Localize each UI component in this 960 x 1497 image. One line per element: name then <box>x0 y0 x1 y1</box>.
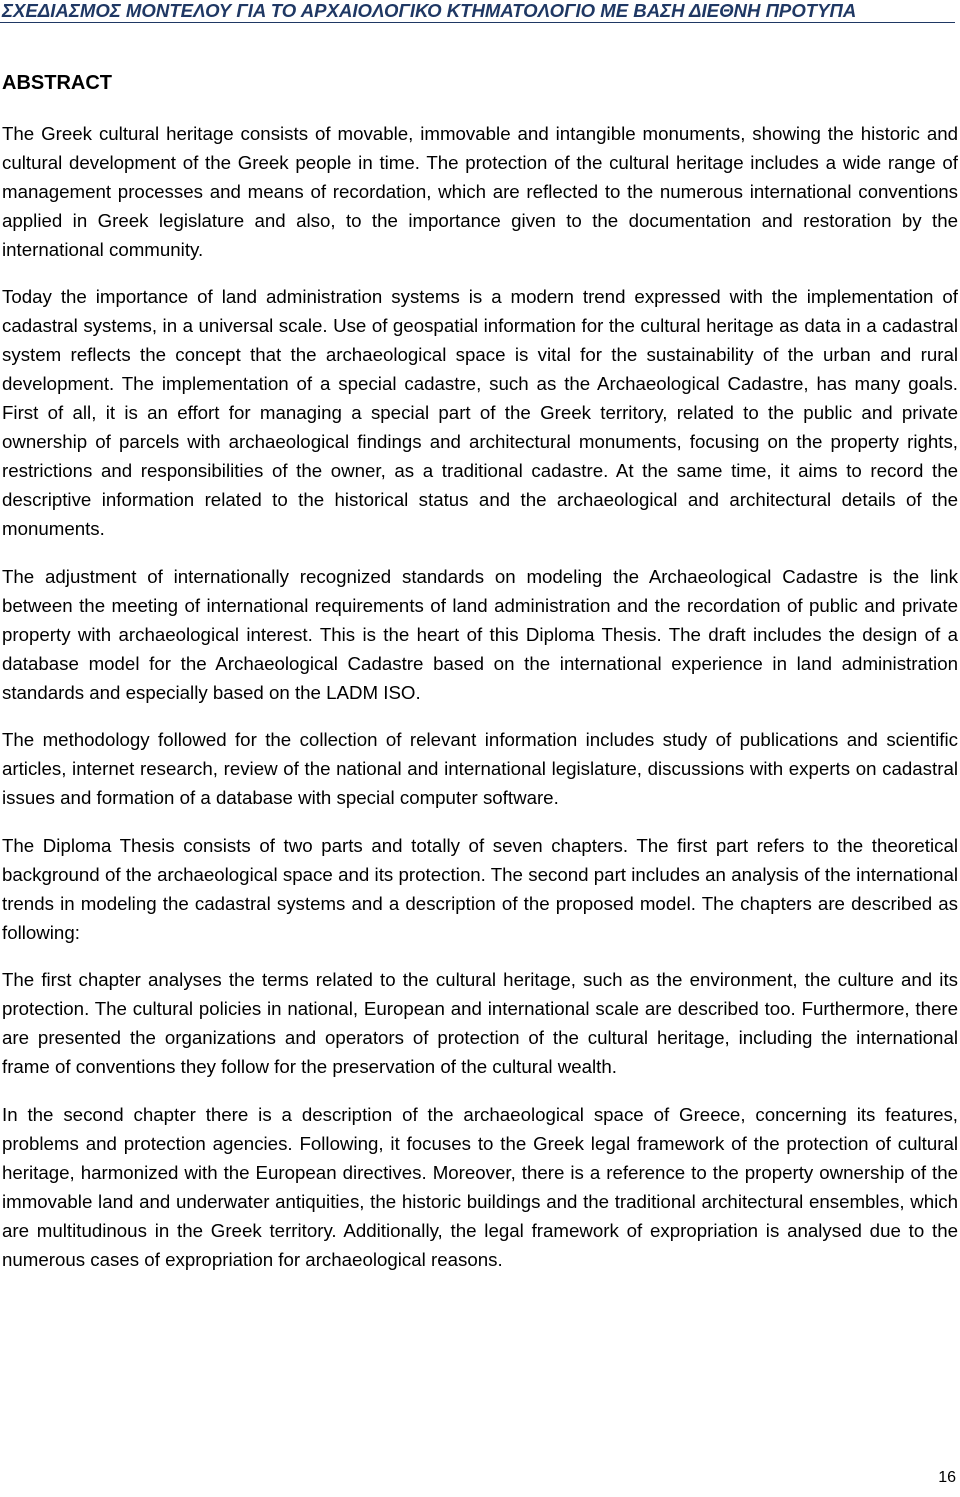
paragraph-7: In the second chapter there is a description of the archaeological space of Greece, concerning its features, problems and protection agencies. Following, it focuses to the Greek legal framework of the protection of cultural heritage, harmonized with the European directives. Moreover, there is a reference to the property ownership of the immovable land and underwater antiquities, the historic buildings and the traditional architectural ensembles, which are multitudinous in the Greek territory. Additionally, the legal framework of expropriation is analysed due to the numerous cases of expropriation for archaeological reasons. <box>2 1103 958 1270</box>
paragraph-3: The adjustment of internationally recognized standards on modeling the Archaeological Cadastre is the link between the meeting of international requirements of land administration and the recordation of public and private property with archaeological interest. This is the heart of this Diploma Thesis. The draft includes the design of a database model for the Archaeological Cadastre based on the international experience in land administration standards and especially based on the LADM ISO. <box>2 565 958 703</box>
paragraph-4: The methodology followed for the collection of relevant information includes study of publications and scientific articles, internet research, review of the national and international legislature, discussions with experts on cadastral issues and formation of a database with special computer software. <box>2 729 958 808</box>
paragraph-6: The first chapter analyses the terms related to the cultural heritage, such as the environment, the culture and its protection. The cultural policies in national, European and international scale are described too. Furthermore, there are presented the organizations and operators of protection of the cultural heritage, including the international frame of conventions they follow for the preservation of the cultural wealth. <box>2 969 958 1077</box>
running-header-title: ΣΧΕΔΙΑΣΜΟΣ ΜΟΝΤΕΛΟΥ ΓΙΑ ΤΟ ΑΡΧΑΙΟΛΟΓΙΚΟ ΚΤΗΜΑΤΟΛΟΓΙΟ ΜΕ ΒΑΣΗ ΔΙΕΘΝΗ ΠΡΟΤΥΠΑ <box>2 0 857 21</box>
page-number: 16 <box>938 1469 956 1486</box>
header-divider <box>0 22 955 23</box>
abstract-body <box>2 119 958 1293</box>
paragraph-5: The Diploma Thesis consists of two parts and totally of seven chapters. The first part refers to the theoretical background of the archaeological space and its protection. The second part includes an analysis of the international trends in modeling the cadastral systems and a description of the proposed model. The chapters are described as following: <box>2 834 958 943</box>
paragraph-1: The Greek cultural heritage consists of movable, immovable and intangible monuments, showing the historic and cultural development of the Greek people in time. The protection of the cultural heritage includes a wide range of management processes and means of recordation, which are reflected to the numerous international conventions applied in Greek legislature and also, to the importance given to the documentation and restoration by the international community. <box>2 122 958 260</box>
paragraph-2: Today the importance of land administration systems is a modern trend expressed with the implementation of cadastral systems, in a universal scale. Use of geospatial information for the cultural heritage as data in a cadastral system reflects the concept that the archaeological space is vital for the sustainability of the urban and rural development. The implementation of a special cadastre, such as the Archaeological Cadastre, has many goals. First of all, it is an effort for managing a special part of the Greek territory, related to the public and private ownership of parcels with archaeological findings and architectural monuments, focusing on the property rights, restrictions and responsibilities of the owner, as a traditional cadastre. At the same time, it aims to record the descriptive information related to the historical status and the archaeological and architectural details of the monuments. <box>2 286 958 539</box>
section-heading: ABSTRACT <box>2 72 112 94</box>
